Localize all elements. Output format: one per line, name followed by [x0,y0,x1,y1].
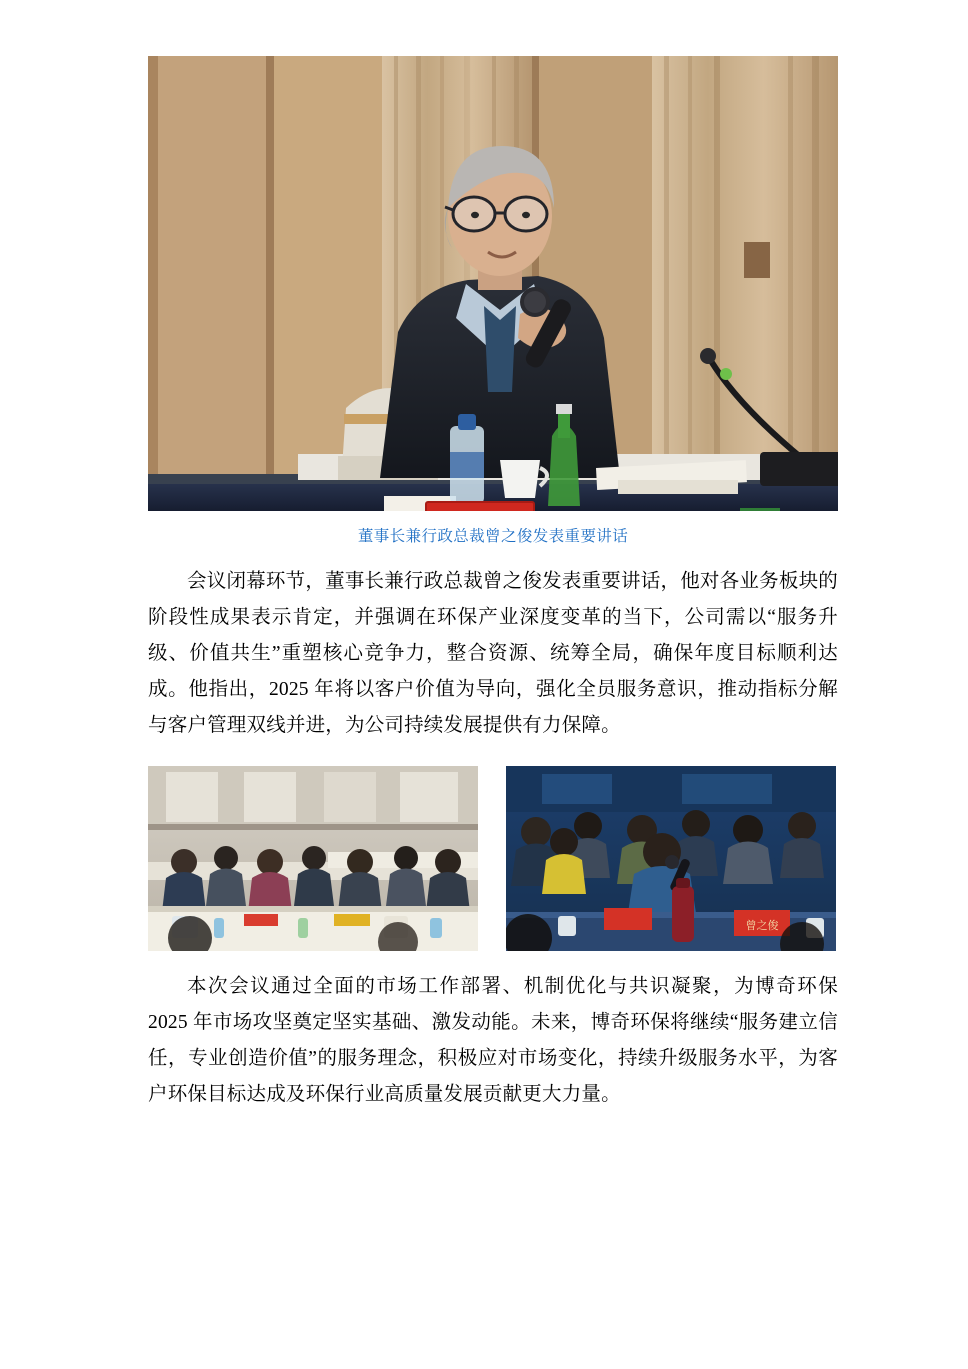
photo-row [148,766,838,951]
speaker-at-podium-photo [148,56,838,511]
paragraph-two: 本次会议通过全面的市场工作部署、机制优化与共识凝聚，为博奇环保 2025 年市场攻坚奠定坚实基础、激发动能。未来，博奇环保将继续“服务建立信任，专业创造价值”的服务理念，积极应对市场变化，持续升级服务水平，为客户环保目标达成及环保行业高质量发展贡献更大力量。 [148,976,838,1105]
svg-text:曾之俊: 曾之俊 [745,920,779,932]
audience-left-photo [148,766,478,951]
audience-right-photo [506,766,836,951]
paragraph-one: 会议闭幕环节，董事长兼行政总裁曾之俊发表重要讲话，他对各业务板块的阶段性成果表示肯定，并强调在环保产业深度变革的当下，公司需以“服务升级、价值共生”重塑核心竞争力，整合资源、统筹全局，确保年度目标顺利达成。他指出，2025 年将以客户价值为导向，强化全员服务意识，推动指标分解与客户管理双线并进，为公司持续发展提供有力保障。 [148,571,838,736]
image-caption: 董事长兼行政总裁曾之俊发表重要讲话 [357,528,629,545]
document-content [148,56,838,1113]
